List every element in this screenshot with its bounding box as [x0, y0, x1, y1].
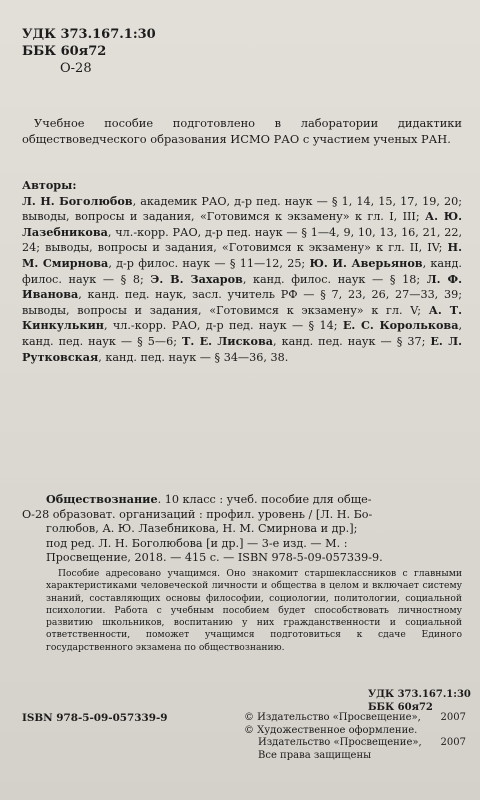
record-line: Просвещение, 2018. — 415 с. — ISBN 978-5-09-057339-9.: [46, 551, 383, 565]
author-mark: О-28: [60, 61, 92, 76]
isbn: ISBN 978-5-09-057339-9: [22, 712, 168, 724]
author-sections: , канд. пед. наук — § 5—6;: [22, 319, 463, 348]
record-text: образоват. организаций : профил. уровень / [Л. Н. Бо-: [49, 507, 373, 521]
copyright-text: Издательство «Просвещение»,: [258, 737, 422, 748]
copyright-line: [244, 750, 480, 763]
bbk-code: ББК 60я72: [368, 702, 433, 713]
author-name: Е. Л. Рутковская: [22, 333, 462, 364]
copyright-text: Все права защищены: [258, 749, 372, 761]
author-sections: , чл.-корр. РАО, д-р пед. наук — § 14;: [103, 319, 343, 333]
copyright-text: © Художественное оформление.: [244, 724, 418, 736]
author-name: Э. В. Захаров: [150, 271, 243, 286]
copyright-year: 2007: [440, 712, 466, 723]
author-sections: , академик РАО, д-р пед. наук — § 1, 14, 15, 17, 19, 20; выводы, вопросы и задания, «Готовимся к экзамену» к гл. I, III;: [22, 194, 462, 224]
author-name: Ю. И. Аверьянов: [309, 255, 423, 270]
bibliographic-record: [22, 492, 462, 566]
classification-block-bottom: [368, 688, 471, 714]
authors-heading: Авторы:: [22, 178, 77, 192]
author-sections: , канд. филос. наук — § 18;: [242, 272, 427, 286]
copyright-line: [244, 712, 466, 725]
author-entry: [150, 273, 426, 286]
author-name: Л. Ф. Иванова: [22, 271, 463, 302]
author-entry: [22, 195, 462, 224]
author-sections: , канд. пед. наук — § 34—36, 38.: [98, 350, 289, 364]
copyright-text: © Издательство «Просвещение»,: [244, 712, 421, 723]
record-line: под ред. Л. Н. Боголюбова [и др.] — 3-е изд. — М. :: [46, 536, 348, 550]
annotation-paragraph: Пособие адресовано учащимся. Оно знакомит старшеклассников с главными характеристиками человеческой личности и общества в целом и включает систему знаний, составляющих основы философии, социологии, политологии, социальной психологии. Работа с учебным пособием будет способствовать личностному развитию школьников, воспитанию у них гражданственности и социальной ответственности, поможет учащимся подготовиться к сдаче Единого государственного экзамена по обществознанию.: [46, 568, 462, 653]
copyright-line: [244, 725, 466, 738]
copyright-block: [244, 712, 480, 762]
classification-block: [22, 26, 156, 77]
copyright-line: [244, 737, 466, 750]
author-name: А. Т. Кинкулькин: [22, 302, 462, 333]
author-name: А. Ю. Лазебникова: [22, 209, 462, 239]
udk-code: УДК 373.167.1:30: [368, 689, 471, 700]
author-entry: [182, 335, 430, 348]
book-title: Обществознание: [46, 492, 158, 506]
record-mark: О-28: [22, 507, 50, 521]
record-line: [22, 508, 462, 523]
author-name: Л. Н. Боголюбов: [22, 193, 133, 208]
author-sections: , канд. филос. наук — § 8;: [22, 256, 462, 286]
author-sections: , чл.-корр. РАО, д-р пед. наук — § 1—4, 9, 10, 13, 16, 21, 22, 24; выводы, вопросы и задания, «Готовимся к экзамену» к гл. II, IV;: [22, 225, 462, 255]
record-text: . 10 класс : учеб. пособие для обще-: [157, 493, 372, 506]
udk-code: УДК 373.167.1:30: [22, 27, 156, 42]
intro-paragraph: Учебное пособие подготовлено в лаборатории дидактики обществоведческого образования ИСМО РАО с участием ученых РАН.: [22, 116, 462, 146]
record-line: [22, 492, 462, 508]
copyright-year: 2007: [440, 737, 466, 748]
author-name: Е. С. Королькова: [342, 318, 459, 333]
author-name: Т. Е. Лискова: [182, 333, 273, 348]
author-sections: , д-р филос. наук — § 11—12, 25;: [108, 256, 310, 270]
author-sections: , канд. пед. наук, засл. учитель РФ — § 7, 23, 26, 27—33, 39; выводы, вопросы и задания, «Готовимся к экзамену» к гл. V;: [22, 288, 462, 317]
author-sections: , канд. пед. наук — § 37;: [272, 334, 431, 348]
record-line: голюбов, А. Ю. Лазебникова, Н. М. Смирнова и др.];: [46, 522, 358, 536]
author-name: Н. М. Смирнова: [22, 240, 462, 270]
authors-block: [22, 178, 462, 365]
bbk-code: ББК 60я72: [22, 44, 107, 59]
